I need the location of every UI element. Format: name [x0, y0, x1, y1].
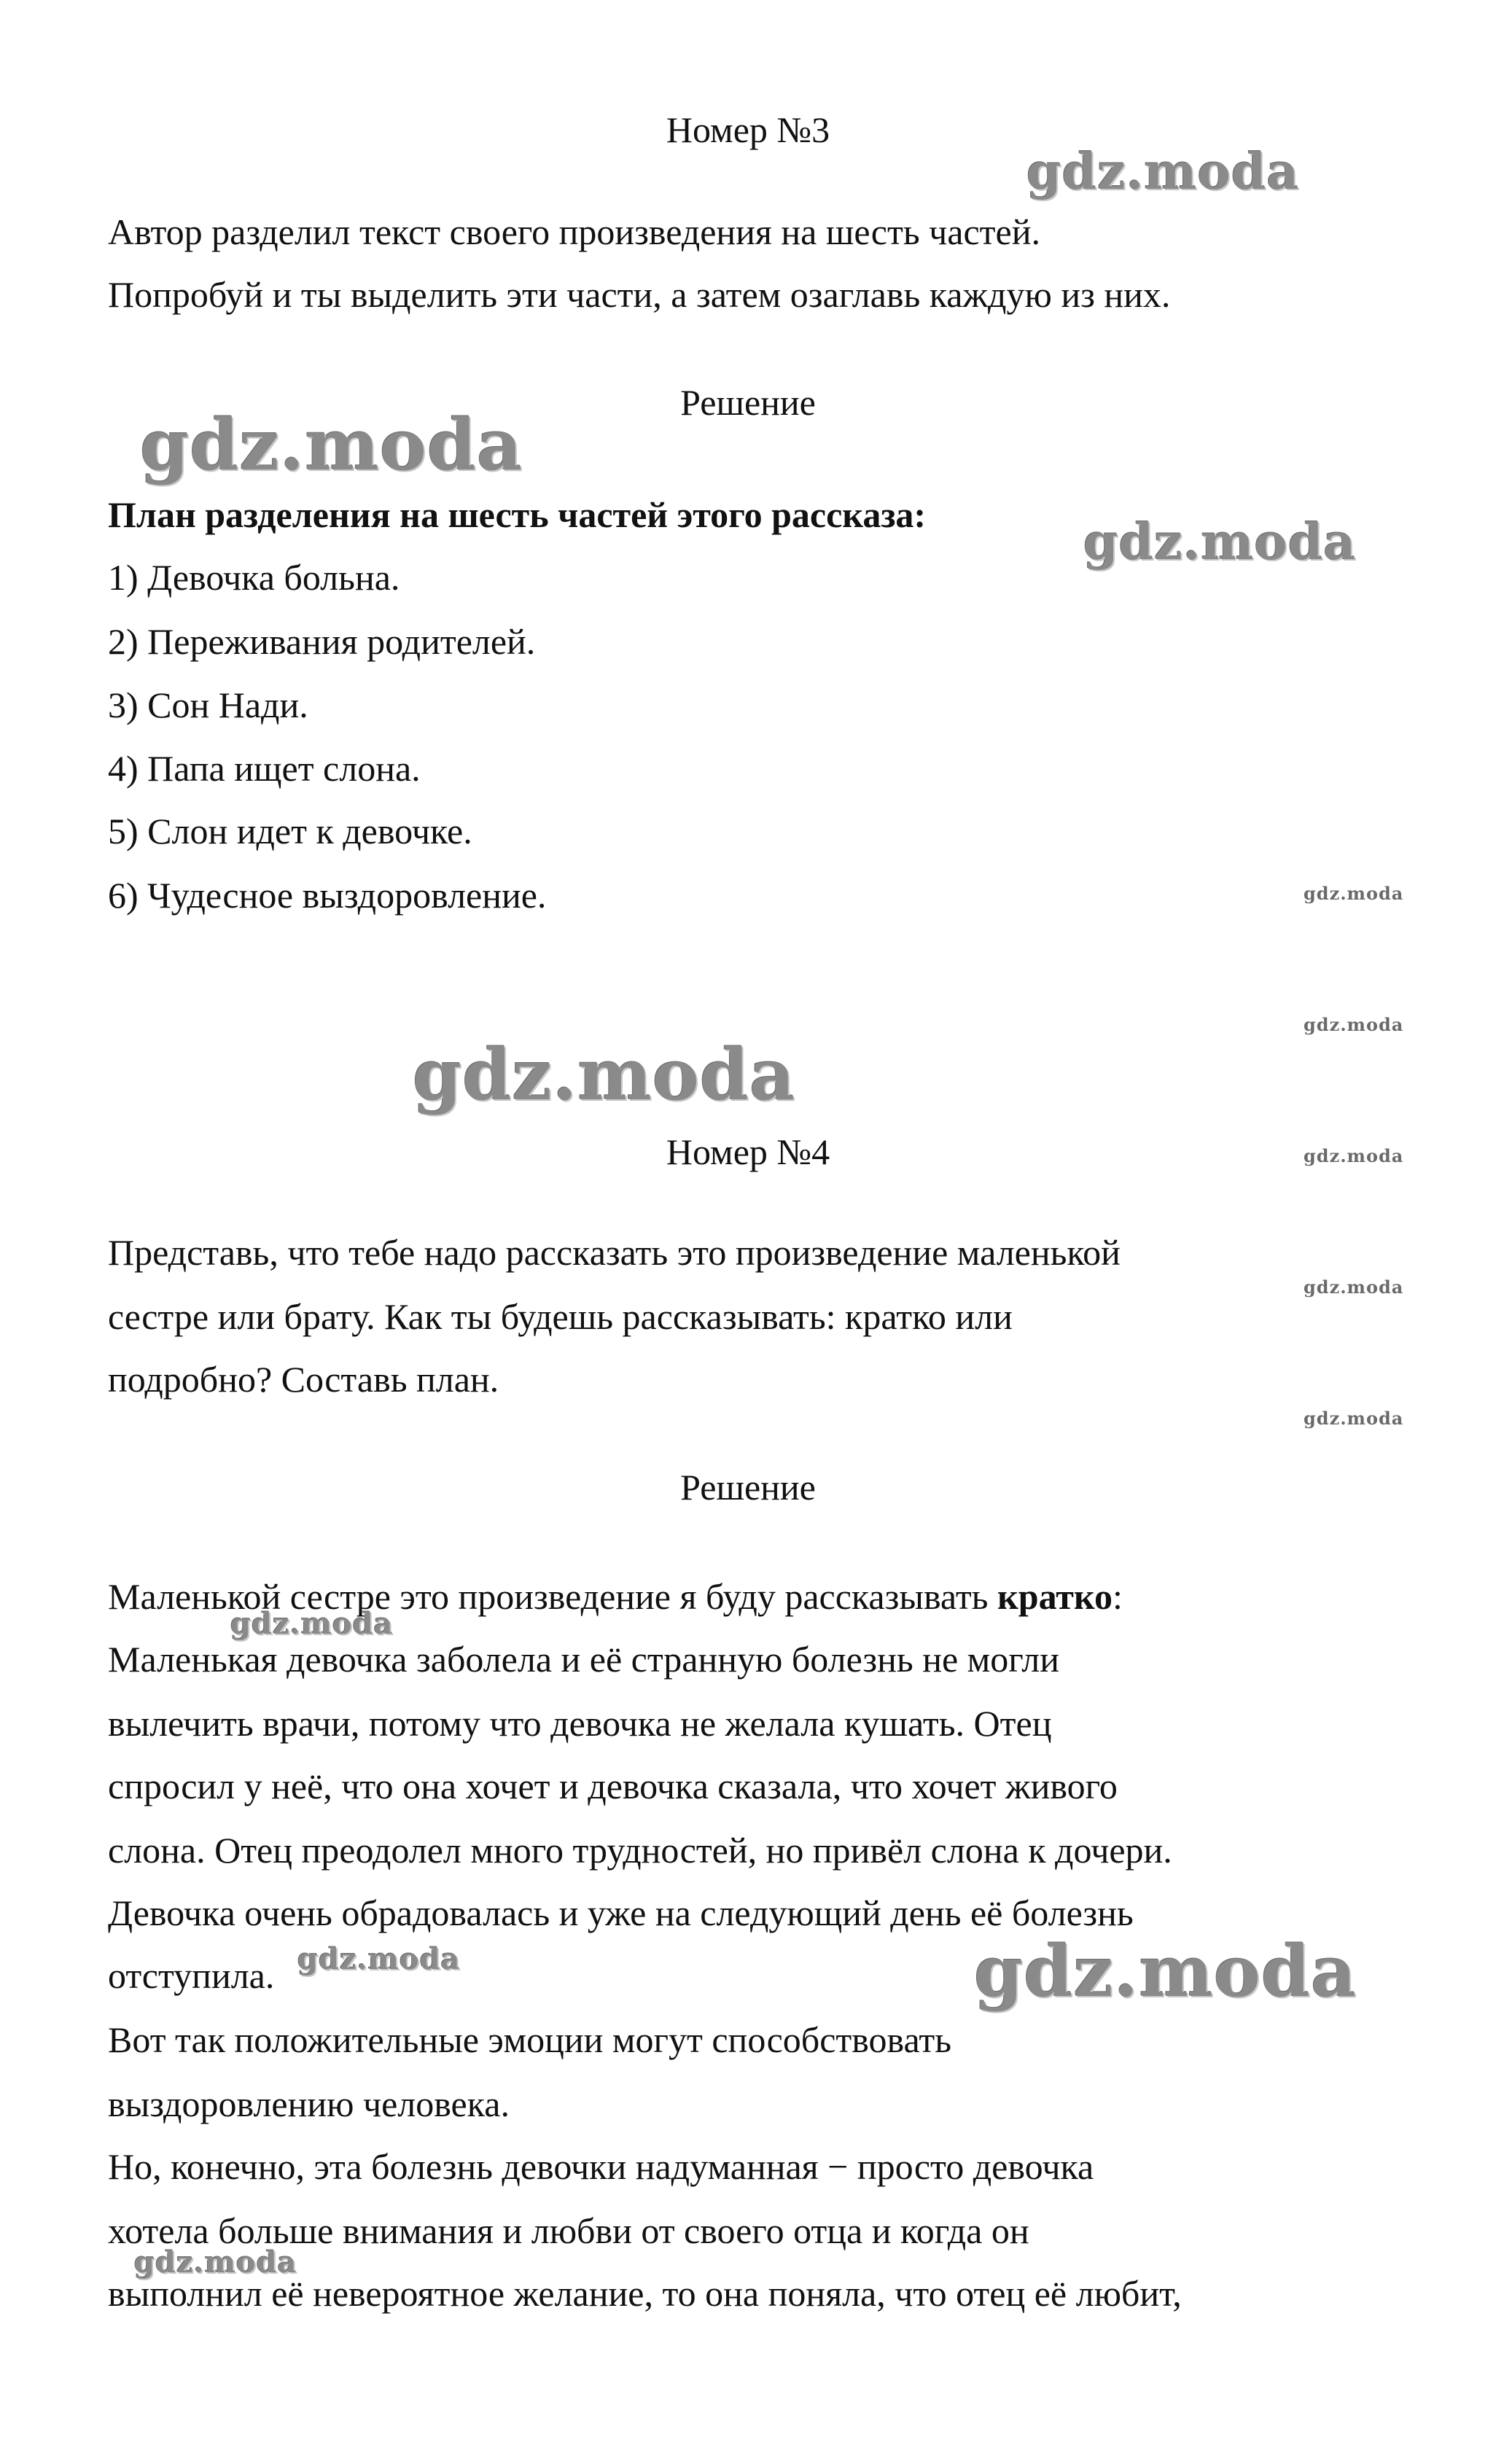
- task3-prompt-line-1: Автор разделил текст своего произведения на шесть частей.: [108, 211, 1040, 252]
- watermark-logo: gdz.moda: [1304, 883, 1404, 904]
- answer-line-7: Вот так положительные эмоции могут способствовать: [108, 2019, 952, 2060]
- answer-line-9: Но, конечно, эта болезнь девочки надуманная − просто девочка: [108, 2146, 1094, 2187]
- answer-intro-end: :: [1113, 1576, 1123, 1617]
- answer-line-3: спросил у неё, что она хочет и девочка сказала, что хочет живого: [108, 1766, 1118, 1806]
- plan-item-1: 1) Девочка больна.: [108, 557, 400, 598]
- task4-solution-heading: Решение: [680, 1467, 816, 1508]
- task3-solution-heading: Решение: [680, 382, 816, 423]
- task3-plan-title: План разделения на шесть частей этого рассказа:: [108, 494, 927, 535]
- watermark-logo: gdz.moda: [974, 1930, 1357, 2013]
- answer-line-6: отступила.: [108, 1955, 275, 1996]
- watermark-logo: gdz.moda: [230, 1607, 394, 1641]
- task4-heading: Номер №4: [666, 1131, 830, 1172]
- task4-prompt-line-3: подробно? Составь план.: [108, 1359, 499, 1400]
- answer-intro-bold: кратко: [997, 1576, 1113, 1617]
- answer-line-5: Девочка очень обрадовалась и уже на следующий день её болезнь: [108, 1892, 1134, 1933]
- answer-intro-text: Маленькой сестре это произведение я буду рассказывать: [108, 1576, 997, 1617]
- task4-prompt-line-1: Представь, что тебе надо рассказать это произведение маленькой: [108, 1232, 1121, 1273]
- watermark-logo: gdz.moda: [297, 1942, 461, 1976]
- watermark-logo: gdz.moda: [1304, 1276, 1404, 1298]
- answer-line-11: выполнил её невероятное желание, то она поняла, что отец её любит,: [108, 2273, 1182, 2314]
- watermark-logo: gdz.moda: [1304, 1014, 1404, 1035]
- task3-heading: Номер №3: [666, 109, 830, 150]
- answer-line-1: Маленькая девочка заболела и её странную болезнь не могли: [108, 1639, 1059, 1680]
- watermark-logo: gdz.moda: [134, 2245, 297, 2280]
- answer-line-2: вылечить врачи, потому что девочка не желала кушать. Отец: [108, 1703, 1052, 1744]
- answer-line-8: выздоровлению человека.: [108, 2083, 510, 2124]
- watermark-logo: gdz.moda: [1026, 143, 1300, 201]
- task3-prompt-line-2: Попробуй и ты выделить эти части, а затем озаглавь каждую из них.: [108, 274, 1171, 315]
- answer-line-4: слона. Отец преодолел много трудностей, но привёл слона к дочери.: [108, 1830, 1172, 1871]
- watermark-logo: gdz.moda: [140, 404, 523, 486]
- plan-item-5: 5) Слон идет к девочке.: [108, 811, 472, 851]
- answer-line-10: хотела больше внимания и любви от своего отца и когда он: [108, 2210, 1029, 2251]
- plan-item-3: 3) Сон Нади.: [108, 685, 308, 725]
- watermark-logo: gdz.moda: [413, 1034, 796, 1116]
- task4-prompt-line-2: сестре или брату. Как ты будешь рассказывать: кратко или: [108, 1296, 1013, 1337]
- watermark-logo: gdz.moda: [1083, 513, 1357, 572]
- plan-item-4: 4) Папа ищет слона.: [108, 748, 421, 789]
- plan-item-2: 2) Переживания родителей.: [108, 621, 536, 662]
- plan-item-6: 6) Чудесное выздоровление.: [108, 875, 547, 916]
- watermark-logo: gdz.moda: [1304, 1145, 1404, 1166]
- watermark-logo: gdz.moda: [1304, 1408, 1404, 1429]
